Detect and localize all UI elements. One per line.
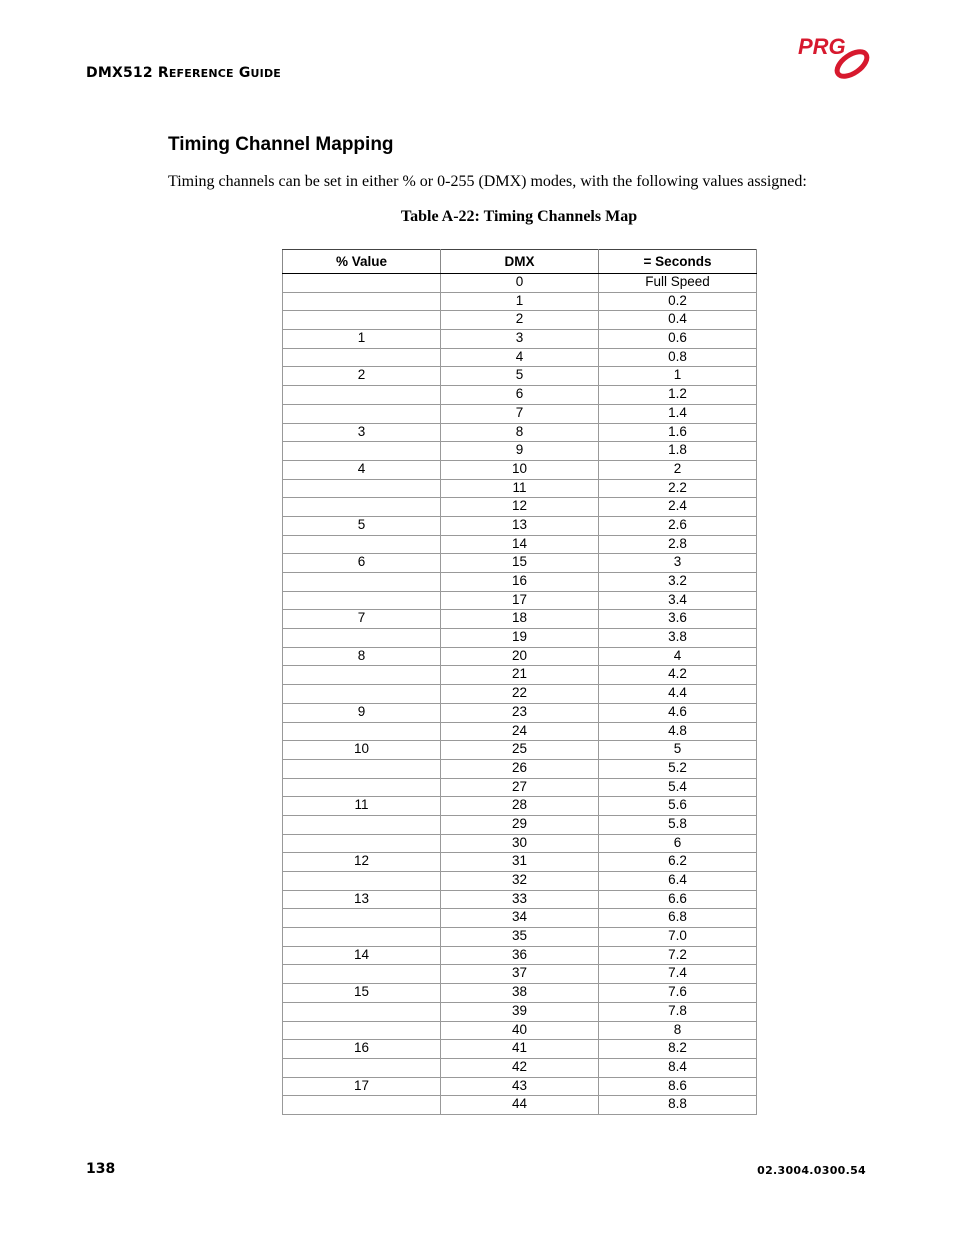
cell-dmx: 42 (441, 1058, 599, 1077)
cell-seconds: 6.2 (599, 853, 757, 872)
table-row (283, 629, 757, 648)
table-row (283, 610, 757, 629)
cell-dmx: 9 (441, 442, 599, 461)
header-title-part4: UIDE (250, 67, 281, 80)
cell-dmx: 25 (441, 741, 599, 760)
cell-dmx: 17 (441, 591, 599, 610)
cell-seconds: 5 (599, 741, 757, 760)
cell-percent-value (283, 1002, 441, 1021)
cell-dmx: 0 (441, 274, 599, 293)
cell-dmx: 6 (441, 386, 599, 405)
cell-percent-value: 4 (283, 460, 441, 479)
cell-percent-value (283, 498, 441, 517)
cell-dmx: 5 (441, 367, 599, 386)
cell-dmx: 4 (441, 348, 599, 367)
cell-seconds: 0.6 (599, 330, 757, 349)
header-seconds: = Seconds (599, 250, 757, 274)
cell-percent-value (283, 1058, 441, 1077)
cell-seconds: 0.8 (599, 348, 757, 367)
cell-percent-value: 1 (283, 330, 441, 349)
logo-text: PRG (798, 34, 846, 59)
cell-dmx: 32 (441, 872, 599, 891)
cell-dmx: 24 (441, 722, 599, 741)
cell-dmx: 26 (441, 759, 599, 778)
cell-dmx: 31 (441, 853, 599, 872)
cell-percent-value (283, 834, 441, 853)
cell-percent-value (283, 1096, 441, 1115)
cell-dmx: 38 (441, 984, 599, 1003)
cell-percent-value (283, 404, 441, 423)
cell-seconds: 7.8 (599, 1002, 757, 1021)
table-row (283, 1058, 757, 1077)
table-row (283, 423, 757, 442)
table-row (283, 1021, 757, 1040)
cell-seconds: 7.4 (599, 965, 757, 984)
cell-dmx: 21 (441, 666, 599, 685)
table-row (283, 516, 757, 535)
cell-percent-value: 10 (283, 741, 441, 760)
table-row (283, 853, 757, 872)
cell-seconds: 8 (599, 1021, 757, 1040)
cell-seconds: 4 (599, 647, 757, 666)
table-row (283, 778, 757, 797)
table-row (283, 815, 757, 834)
table-row (283, 460, 757, 479)
table-row (283, 591, 757, 610)
cell-percent-value: 13 (283, 890, 441, 909)
cell-seconds: 5.8 (599, 815, 757, 834)
header-title-part2: EFERENCE (168, 67, 234, 80)
cell-dmx: 19 (441, 629, 599, 648)
cell-dmx: 27 (441, 778, 599, 797)
cell-seconds: Full Speed (599, 274, 757, 293)
cell-percent-value (283, 722, 441, 741)
cell-percent-value (283, 311, 441, 330)
cell-seconds: 2.6 (599, 516, 757, 535)
cell-percent-value: 5 (283, 516, 441, 535)
cell-dmx: 14 (441, 535, 599, 554)
table-row (283, 367, 757, 386)
table-row (283, 685, 757, 704)
table-row (283, 498, 757, 517)
cell-seconds: 2 (599, 460, 757, 479)
table-row (283, 946, 757, 965)
timing-channels-table (282, 249, 757, 1115)
table-row (283, 965, 757, 984)
table-row (283, 722, 757, 741)
cell-seconds: 4.8 (599, 722, 757, 741)
cell-percent-value: 2 (283, 367, 441, 386)
table-row (283, 759, 757, 778)
cell-seconds: 1.8 (599, 442, 757, 461)
cell-percent-value (283, 666, 441, 685)
cell-dmx: 13 (441, 516, 599, 535)
cell-seconds: 2.2 (599, 479, 757, 498)
running-header (86, 65, 281, 81)
cell-seconds: 0.2 (599, 292, 757, 311)
header-title-part3: G (233, 65, 251, 81)
cell-dmx: 8 (441, 423, 599, 442)
prg-logo (798, 34, 874, 82)
table-row (283, 741, 757, 760)
cell-dmx: 20 (441, 647, 599, 666)
cell-dmx: 35 (441, 928, 599, 947)
cell-percent-value (283, 1021, 441, 1040)
cell-dmx: 10 (441, 460, 599, 479)
cell-seconds: 8.6 (599, 1077, 757, 1096)
cell-dmx: 37 (441, 965, 599, 984)
cell-percent-value (283, 442, 441, 461)
cell-seconds: 2.8 (599, 535, 757, 554)
table-row (283, 928, 757, 947)
document-number: 02.3004.0300.54 (757, 1164, 866, 1177)
table-row (283, 1040, 757, 1059)
cell-percent-value (283, 386, 441, 405)
table-row (283, 909, 757, 928)
table-row (283, 404, 757, 423)
table-row (283, 647, 757, 666)
table-row (283, 330, 757, 349)
table-row (283, 442, 757, 461)
cell-seconds: 4.6 (599, 703, 757, 722)
table-row (283, 797, 757, 816)
cell-seconds: 5.4 (599, 778, 757, 797)
cell-dmx: 36 (441, 946, 599, 965)
table-row (283, 890, 757, 909)
table-row (283, 292, 757, 311)
cell-dmx: 7 (441, 404, 599, 423)
table-row (283, 1002, 757, 1021)
cell-percent-value: 16 (283, 1040, 441, 1059)
cell-percent-value (283, 759, 441, 778)
table-row (283, 554, 757, 573)
table-row (283, 834, 757, 853)
section-heading: Timing Channel Mapping (168, 134, 394, 155)
cell-seconds: 4.4 (599, 685, 757, 704)
cell-dmx: 23 (441, 703, 599, 722)
table-row (283, 274, 757, 293)
cell-percent-value: 17 (283, 1077, 441, 1096)
cell-seconds: 6.8 (599, 909, 757, 928)
header-dmx: DMX (441, 250, 599, 274)
cell-percent-value: 3 (283, 423, 441, 442)
cell-seconds: 3.4 (599, 591, 757, 610)
table-row (283, 573, 757, 592)
intro-paragraph: Timing channels can be set in either % or 0-255 (DMX) modes, with the following values assigned: (168, 173, 807, 190)
cell-seconds: 2.4 (599, 498, 757, 517)
table-row (283, 1096, 757, 1115)
cell-dmx: 12 (441, 498, 599, 517)
table-row (283, 984, 757, 1003)
cell-percent-value (283, 928, 441, 947)
cell-seconds: 3.6 (599, 610, 757, 629)
cell-seconds: 1.6 (599, 423, 757, 442)
cell-dmx: 39 (441, 1002, 599, 1021)
cell-seconds: 3 (599, 554, 757, 573)
cell-percent-value: 11 (283, 797, 441, 816)
cell-dmx: 22 (441, 685, 599, 704)
table-row (283, 386, 757, 405)
cell-dmx: 15 (441, 554, 599, 573)
page-number: 138 (86, 1161, 116, 1177)
cell-percent-value (283, 573, 441, 592)
cell-seconds: 5.2 (599, 759, 757, 778)
cell-dmx: 41 (441, 1040, 599, 1059)
cell-percent-value: 15 (283, 984, 441, 1003)
table-caption: Table A-22: Timing Channels Map (400, 208, 638, 225)
cell-dmx: 3 (441, 330, 599, 349)
cell-percent-value: 8 (283, 647, 441, 666)
cell-percent-value (283, 909, 441, 928)
cell-seconds: 6.4 (599, 872, 757, 891)
cell-dmx: 44 (441, 1096, 599, 1115)
header-title-part1: DMX512 R (86, 65, 169, 81)
cell-dmx: 40 (441, 1021, 599, 1040)
table-row (283, 535, 757, 554)
cell-dmx: 18 (441, 610, 599, 629)
cell-seconds: 8.8 (599, 1096, 757, 1115)
cell-seconds: 7.6 (599, 984, 757, 1003)
cell-dmx: 11 (441, 479, 599, 498)
cell-percent-value (283, 815, 441, 834)
table-row (283, 348, 757, 367)
cell-dmx: 28 (441, 797, 599, 816)
cell-seconds: 8.2 (599, 1040, 757, 1059)
cell-dmx: 16 (441, 573, 599, 592)
cell-percent-value: 7 (283, 610, 441, 629)
cell-seconds: 8.4 (599, 1058, 757, 1077)
cell-seconds: 1 (599, 367, 757, 386)
table-header-row (283, 250, 757, 274)
cell-percent-value (283, 292, 441, 311)
cell-seconds: 7.0 (599, 928, 757, 947)
table-row (283, 1077, 757, 1096)
cell-seconds: 1.2 (599, 386, 757, 405)
cell-seconds: 0.4 (599, 311, 757, 330)
cell-seconds: 5.6 (599, 797, 757, 816)
cell-seconds: 6 (599, 834, 757, 853)
cell-seconds: 3.8 (599, 629, 757, 648)
cell-dmx: 2 (441, 311, 599, 330)
cell-percent-value (283, 348, 441, 367)
table-row (283, 666, 757, 685)
cell-dmx: 43 (441, 1077, 599, 1096)
cell-dmx: 33 (441, 890, 599, 909)
cell-seconds: 4.2 (599, 666, 757, 685)
cell-dmx: 1 (441, 292, 599, 311)
cell-percent-value (283, 535, 441, 554)
cell-percent-value (283, 629, 441, 648)
cell-seconds: 6.6 (599, 890, 757, 909)
cell-percent-value: 14 (283, 946, 441, 965)
cell-percent-value (283, 479, 441, 498)
cell-percent-value (283, 778, 441, 797)
cell-percent-value (283, 685, 441, 704)
cell-dmx: 30 (441, 834, 599, 853)
header-percent-value: % Value (283, 250, 441, 274)
table-row (283, 311, 757, 330)
table-row (283, 703, 757, 722)
cell-percent-value: 9 (283, 703, 441, 722)
table-body (283, 274, 757, 1115)
cell-percent-value (283, 872, 441, 891)
cell-seconds: 1.4 (599, 404, 757, 423)
cell-dmx: 29 (441, 815, 599, 834)
cell-percent-value (283, 591, 441, 610)
cell-percent-value (283, 274, 441, 293)
cell-seconds: 7.2 (599, 946, 757, 965)
cell-percent-value (283, 965, 441, 984)
table-row (283, 479, 757, 498)
cell-seconds: 3.2 (599, 573, 757, 592)
table-row (283, 872, 757, 891)
cell-percent-value: 6 (283, 554, 441, 573)
cell-percent-value: 12 (283, 853, 441, 872)
cell-dmx: 34 (441, 909, 599, 928)
